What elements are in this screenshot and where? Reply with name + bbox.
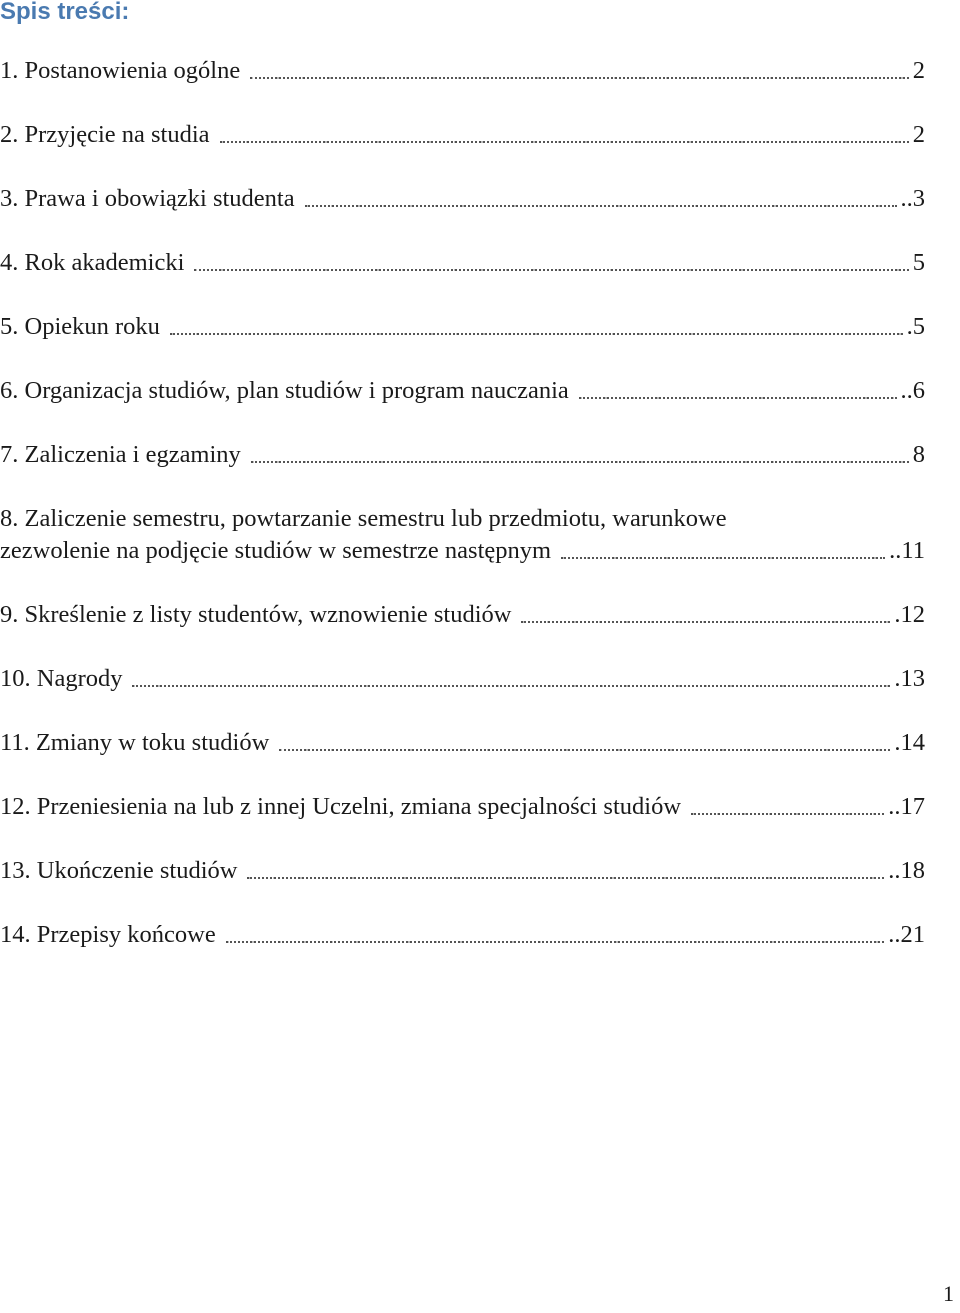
toc-entry[interactable] (0, 375, 925, 407)
toc-entry[interactable] (0, 55, 925, 87)
toc-entry[interactable] (0, 599, 925, 631)
toc-entry-title: 6. Organizacja studiów, plan studiów i program nauczania (0, 377, 569, 404)
toc-entry[interactable] (0, 791, 925, 823)
toc-entry-page: ..21 (888, 921, 925, 948)
dot-leader (251, 461, 909, 463)
toc-entry-title: 14. Przepisy końcowe (0, 921, 216, 948)
toc-entry[interactable] (0, 119, 925, 151)
toc-entry[interactable] (0, 311, 925, 343)
dot-leader (250, 77, 909, 79)
dot-leader (691, 813, 884, 815)
dot-leader (194, 269, 908, 271)
dot-leader (579, 397, 897, 399)
toc-entry[interactable] (0, 183, 925, 215)
toc-entry[interactable] (0, 919, 925, 951)
toc-entry-title: 1. Postanowienia ogólne (0, 57, 241, 84)
toc-entry-title-line1: 8. Zaliczenie semestru, powtarzanie semestru lub przedmiotu, warunkowe (0, 505, 727, 532)
toc-row (0, 855, 925, 887)
toc-heading: Spis treści: (0, 0, 130, 25)
toc-row (0, 599, 925, 631)
toc-entry-page: .13 (894, 665, 925, 692)
toc-row (0, 439, 925, 471)
toc-entry-title: 13. Ukończenie studiów (0, 857, 238, 884)
toc-entry-page: .14 (894, 729, 925, 756)
toc-entry[interactable] (0, 247, 925, 279)
toc-entry-page: ..6 (900, 377, 925, 404)
toc-entry-page: 5 (912, 249, 925, 276)
toc-row (0, 119, 925, 151)
toc-row (0, 727, 925, 759)
dot-leader (279, 749, 890, 751)
toc-row (0, 183, 925, 215)
toc-entry-page: .5 (906, 313, 925, 340)
toc-entry[interactable] (0, 503, 925, 567)
toc-entry-title: 3. Prawa i obowiązki studenta (0, 185, 295, 212)
toc-row (0, 535, 925, 567)
toc-entry-title: 7. Zaliczenia i egzaminy (0, 441, 241, 468)
toc-entry-page: ..17 (888, 793, 925, 820)
dot-leader (132, 685, 890, 687)
toc-entry-page: 8 (912, 441, 925, 468)
dot-leader (561, 557, 885, 559)
toc-entry[interactable] (0, 663, 925, 695)
dot-leader (170, 333, 903, 335)
toc-entry-page: 2 (912, 121, 925, 148)
toc-entry-title: 10. Nagrody (0, 665, 123, 692)
toc-entry-page: 2 (912, 57, 925, 84)
toc-entry-page: ..18 (888, 857, 925, 884)
toc-entry-page: ..11 (889, 537, 925, 564)
dot-leader (220, 141, 909, 143)
dot-leader (521, 621, 890, 623)
toc-entry-page: .12 (894, 601, 925, 628)
page-number: 1 (943, 1281, 954, 1306)
toc-entry[interactable] (0, 727, 925, 759)
toc-row (0, 311, 925, 343)
toc-row (0, 375, 925, 407)
toc-row (0, 55, 925, 87)
toc-entry-title: 4. Rok akademicki (0, 249, 185, 276)
toc-row (0, 919, 925, 951)
toc-entry-page: ..3 (900, 185, 925, 212)
toc-entry-title: 9. Skreślenie z listy studentów, wznowienie studiów (0, 601, 512, 628)
toc-entry-title: 12. Przeniesienia na lub z innej Uczelni, zmiana specjalności studiów (0, 793, 682, 820)
table-of-contents (0, 55, 925, 951)
toc-row (0, 663, 925, 695)
toc-entry-title: 5. Opiekun roku (0, 313, 160, 340)
toc-entry[interactable] (0, 439, 925, 471)
toc-entry[interactable] (0, 855, 925, 887)
toc-row (0, 247, 925, 279)
toc-row (0, 791, 925, 823)
dot-leader (247, 877, 884, 879)
toc-entry-title: 2. Przyjęcie na studia (0, 121, 210, 148)
toc-entry-title: zezwolenie na podjęcie studiów w semestrze następnym (0, 537, 552, 564)
dot-leader (226, 941, 885, 943)
toc-entry-title: 11. Zmiany w toku studiów (0, 729, 270, 756)
dot-leader (305, 205, 897, 207)
